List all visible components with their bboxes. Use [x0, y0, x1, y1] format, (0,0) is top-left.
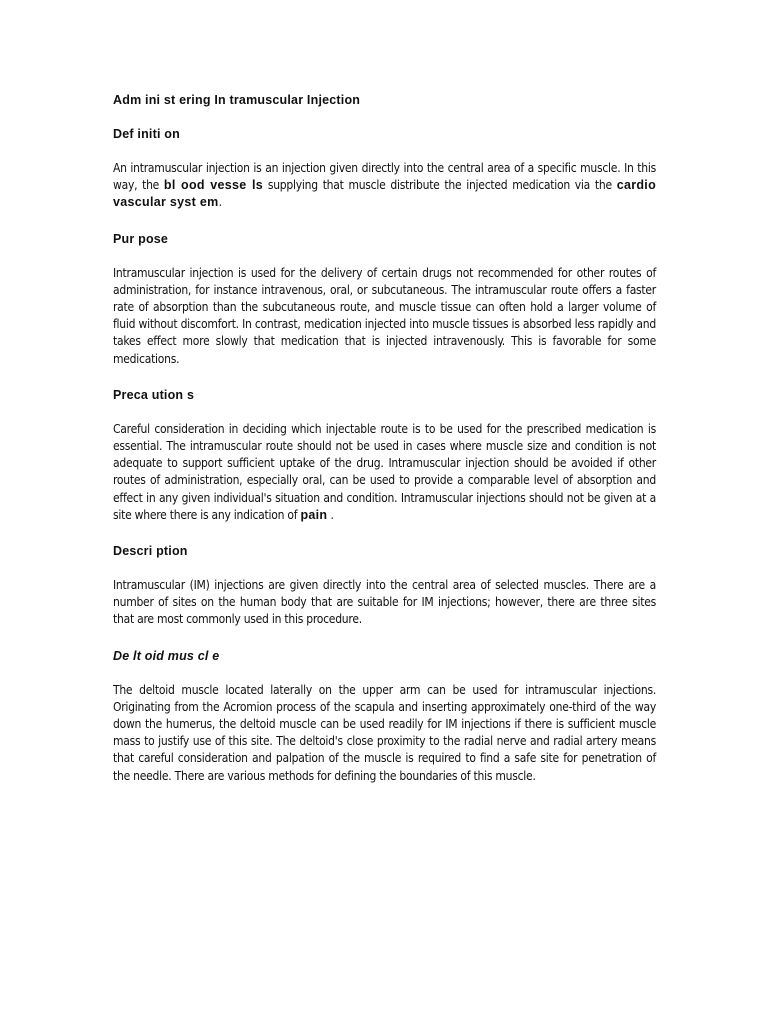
section-heading-purpose: Pur pose — [113, 231, 169, 246]
section-heading-precautions: Preca ution s — [113, 387, 195, 402]
text-run: supplying that muscle distribute the injected medication via the — [263, 178, 617, 193]
section-heading-description: Descri ption — [113, 544, 188, 559]
text-run: . — [327, 507, 334, 522]
term-blood-vessels: bl ood vesse ls — [163, 178, 263, 193]
term-pain: pain — [300, 507, 328, 522]
term-cardiovascular-system: cardio vascular syst em — [113, 178, 656, 210]
section-paragraph-deltoid-muscle: The deltoid muscle located laterally on the upper arm can be used for intramuscular injections. Originating from the Acromion process of the scapula and inserting approximately one-third of the way down the humerus, the deltoid muscle can be used readily for IM injections if there is sufficient muscle mass to justify use of this site. The deltoid's close proximity to the radial nerve and radial artery means that careful consideration and palpation of the muscle is required to find a safe site for penetration of the needle. There are various methods for defining the boundaries of this muscle. — [113, 682, 656, 783]
text-run: An intramuscular injection is an injection given directly into the central area of a specific muscle. In this way, the — [113, 161, 656, 193]
text-run: . — [218, 195, 222, 210]
section-paragraph-definition — [113, 160, 656, 212]
section-paragraph-precautions — [113, 421, 656, 524]
section-paragraph-description: Intramuscular (IM) injections are given directly into the central area of selected muscles. There are a number of sites on the human body that are suitable for IM injections; however, there are three sites that are most commonly used in this procedure. — [113, 578, 656, 627]
document-title: Adm ini st ering In tramuscular Injection — [113, 93, 361, 107]
section-heading-definition: Def initi on — [113, 127, 180, 141]
section-paragraph-purpose: Intramuscular injection is used for the delivery of certain drugs not recommended for other routes of administration, for instance intravenous, oral, or subcutaneous. The intramuscular route offers a faster rate of absorption than the subcutaneous route, and muscle tissue can often hold a larger volume of fluid without discomfort. In contrast, medication injected into muscle tissues is absorbed less rapidly and takes effect more slowly that medication that is injected intravenously. This is favorable for some medications. — [113, 265, 656, 366]
document-page — [113, 92, 656, 785]
text-run: Careful consideration in deciding which injectable route is to be used for the prescribed medication is essential. The intramuscular route should not be used in cases where muscle size and condition is not adequate to support sufficient uptake of the drug. Intramuscular injection should be avoided if other routes of administration, especially oral, can be used to provide a comparable level of absorption and effect in any given individual's situation and condition. Intramuscular injections should not be given at a site where there is any indication of — [113, 421, 656, 522]
section-heading-deltoid-muscle: De lt oid mus cl e — [113, 648, 220, 663]
